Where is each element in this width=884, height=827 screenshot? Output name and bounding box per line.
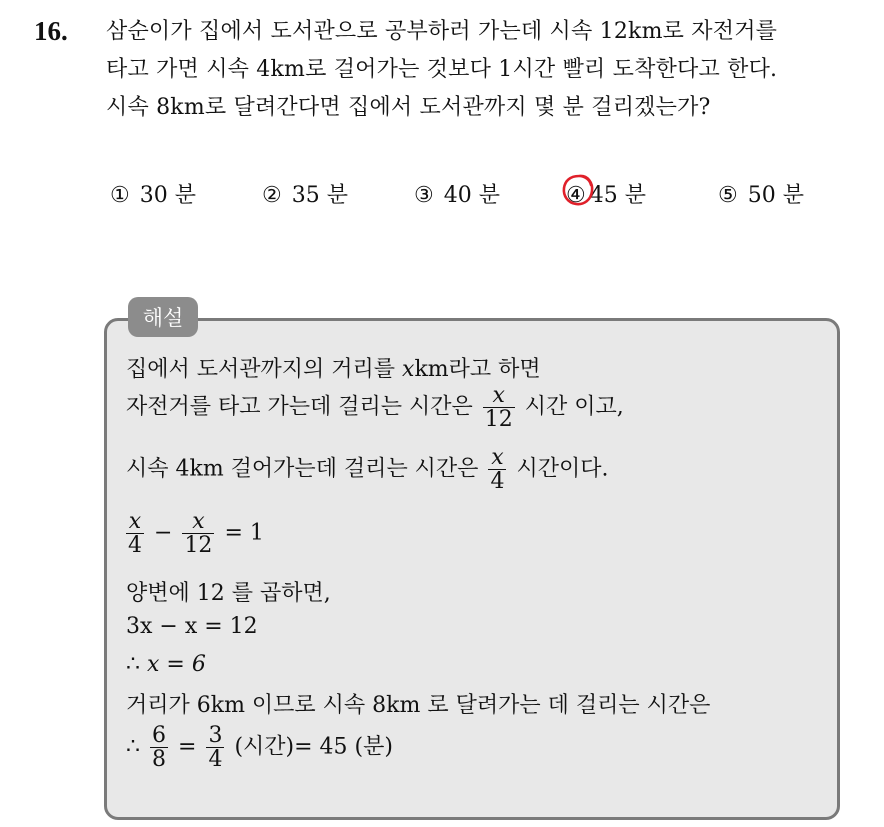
choice-5-mark: ⑤ (718, 183, 738, 208)
choice-1-mark: ① (110, 183, 130, 208)
choice-3[interactable] (414, 178, 500, 209)
explanation-line-3-text-a: 시속 4km 걸어가는데 걸리는 시간은 (126, 456, 479, 482)
choice-5[interactable] (718, 178, 804, 209)
choice-2-mark: ② (262, 183, 282, 208)
question-text-line-3: 시속 8km로 달려간다면 집에서 도서관까지 몇 분 걸리겠는가? (106, 95, 711, 120)
explanation-line-3-text-b: 시간이다. (516, 456, 609, 482)
question-text-line-1: 삼순이가 집에서 도서관으로 공부하러 가는데 시속 12km로 자전거를 (106, 19, 778, 44)
fraction-denominator: 4 (128, 533, 142, 559)
choice-4-mark: ④ (566, 183, 586, 208)
fraction-numerator: x (491, 445, 504, 470)
final-answer-line (126, 724, 393, 771)
explanation-line-2-text-b: 시간 이고, (524, 394, 624, 420)
final-answer-text: (시간)= 45 (분) (234, 734, 393, 760)
choice-1-text: 30 분 (139, 183, 196, 208)
therefore-symbol: ∴ (126, 652, 147, 677)
fraction-numerator: x (492, 383, 505, 408)
explanation-line-6: 3x − x = 12 (126, 614, 258, 639)
fraction-numerator: 6 (152, 723, 166, 748)
equation-line (126, 510, 264, 557)
explanation-line-1-text-b: km라고 하면 (414, 357, 541, 382)
choice-3-mark: ③ (414, 183, 434, 208)
explanation-line-1-text-a: 집에서 도서관까지의 거리를 (126, 357, 396, 382)
choice-5-text: 50 분 (747, 183, 804, 208)
explanation-line-2 (126, 384, 624, 431)
equals-sign: = (178, 734, 197, 760)
explanation-line-5: 양변에 12 를 곱하면, (126, 581, 331, 606)
choice-4-text: 45 분 (589, 183, 646, 208)
question-text-line-2: 타고 가면 시속 4km로 걸어가는 것보다 1시간 빨리 도착한다고 한다. (106, 57, 778, 82)
choice-2-text: 35 분 (291, 183, 348, 208)
choice-1[interactable] (110, 178, 196, 209)
fraction-numerator: x (192, 509, 205, 534)
fraction-denominator: 4 (490, 469, 505, 495)
answer-choices (110, 178, 830, 214)
explanation-line-2-text-a: 자전거를 타고 가는데 걸리는 시간은 (126, 394, 473, 420)
fraction-x-over-12 (182, 510, 214, 557)
fraction-denominator: 8 (152, 747, 166, 773)
selected-answer-circle-icon (559, 171, 597, 209)
fraction-x-over-12 (483, 384, 515, 431)
explanation-line-1 (126, 352, 541, 383)
variable-x: x (402, 357, 415, 382)
explanation-line-7-text: x = 6 (147, 652, 206, 677)
minus-sign: − (154, 520, 173, 546)
fraction-denominator: 12 (484, 407, 513, 433)
fraction-x-over-4 (488, 446, 506, 493)
fraction-numerator: 3 (208, 723, 223, 748)
explanation-line-3 (126, 446, 608, 493)
choice-2[interactable] (262, 178, 348, 209)
explanation-tag: 해설 (128, 297, 198, 337)
explanation-line-7 (126, 652, 206, 677)
explanation-line-8: 거리가 6km 이므로 시속 8km 로 달려가는 데 걸리는 시간은 (126, 693, 711, 718)
fraction-denominator: 12 (184, 533, 213, 559)
therefore-symbol: ∴ (126, 734, 140, 760)
question-number: 16. (34, 16, 68, 46)
equation-rhs: = 1 (224, 520, 264, 546)
fraction-denominator: 4 (208, 747, 223, 773)
choice-4[interactable] (566, 178, 646, 209)
fraction-numerator: x (128, 509, 142, 534)
fraction-6-over-8 (150, 724, 168, 771)
choice-3-text: 40 분 (443, 183, 500, 208)
fraction-x-over-4 (126, 510, 144, 557)
fraction-3-over-4 (206, 724, 224, 771)
